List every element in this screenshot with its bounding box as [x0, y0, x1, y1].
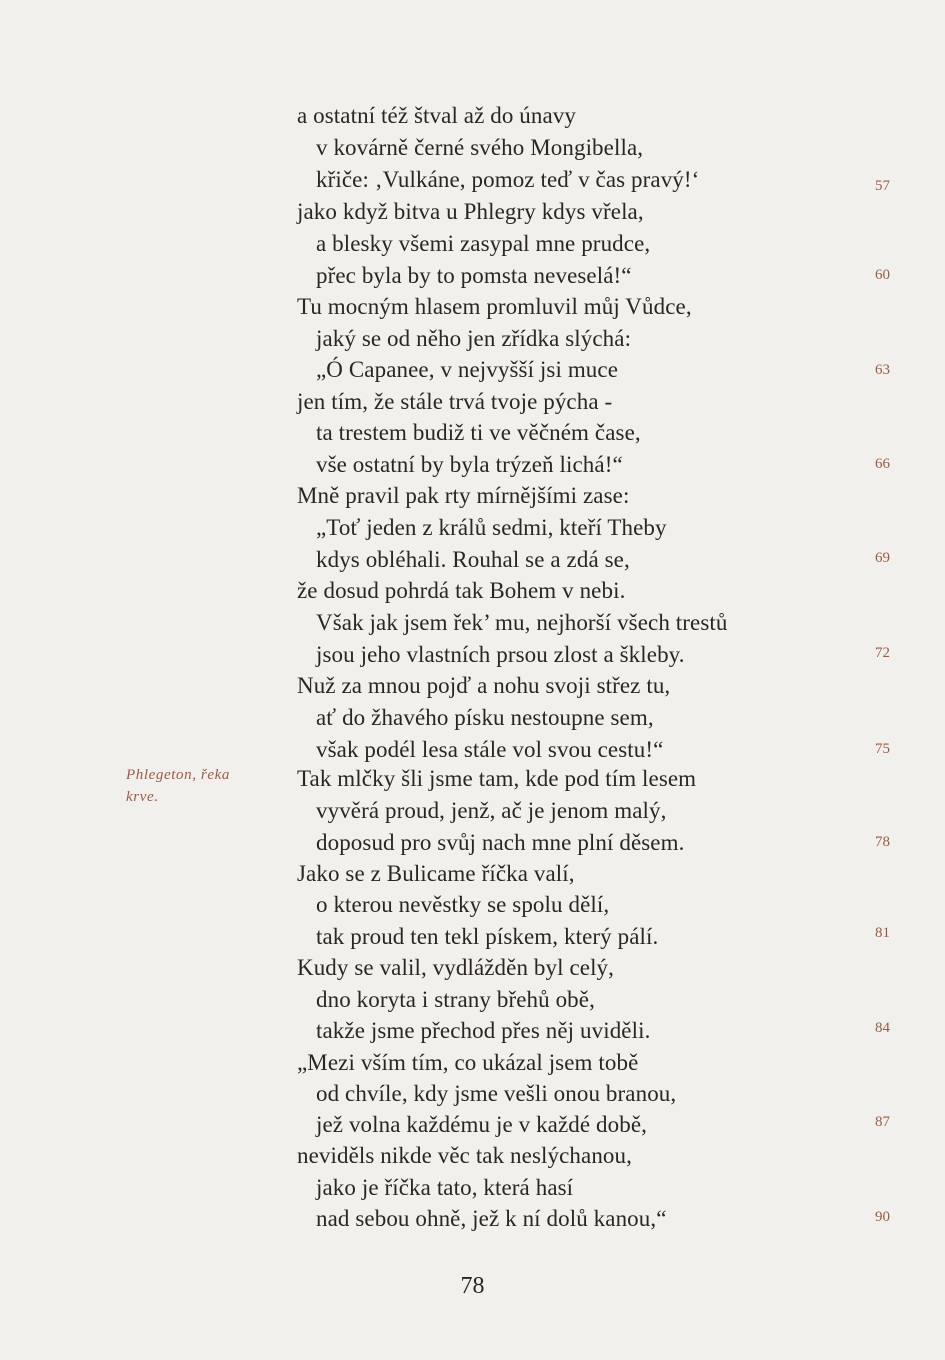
verse-line: jen tím, že stále trvá tvoje pýcha -: [297, 389, 613, 414]
verse-line: přec byla by to pomsta neveselá!“: [316, 263, 632, 288]
verse-line: ať do žhavého písku nestoupne sem,: [316, 705, 654, 730]
verse-line: od chvíle, kdy jsme vešli onou branou,: [316, 1081, 677, 1106]
verse-line: doposud pro svůj nach mne plní děsem.: [316, 830, 685, 855]
verse-line: vše ostatní by byla trýzeň lichá!“: [316, 452, 623, 477]
verse-line: že dosud pohrdá tak Bohem v nebi.: [297, 578, 626, 603]
verse-line: „Mezi vším tím, co ukázal jsem tobě: [297, 1050, 639, 1075]
line-number: 84: [875, 1020, 890, 1036]
verse-line: jsou jeho vlastních prsou zlost a škleby.: [316, 642, 685, 667]
verse-line: Jako se z Bulicame říčka valí,: [297, 861, 575, 886]
line-number: 66: [875, 456, 890, 472]
verse-line: a blesky všemi zasypal mne prudce,: [316, 231, 651, 256]
verse-line: jako je říčka tato, která hasí: [316, 1175, 574, 1200]
margin-note-line: Phlegeton, řeka: [126, 767, 230, 783]
verse-line: křiče: ‚Vulkáne, pomoz teď v čas pravý!‘: [316, 167, 700, 192]
verse-line: však podél lesa stále vol svou cestu!“: [316, 737, 664, 762]
line-number: 57: [875, 178, 890, 194]
verse-line: Však jak jsem řek’ mu, nejhorší všech trestů: [316, 610, 728, 635]
verse-line: ta trestem budiž ti ve věčném čase,: [316, 420, 641, 445]
verse-line: „Toť jeden z králů sedmi, kteří Theby: [316, 515, 667, 540]
verse-line: a ostatní též štval až do únavy: [297, 103, 577, 128]
line-number: 69: [875, 550, 890, 566]
verse-line: o kterou nevěstky se spolu dělí,: [316, 892, 610, 917]
verse-line: Kudy se valil, vydlážděn byl celý,: [297, 955, 615, 980]
line-number: 81: [875, 925, 890, 941]
verse-line: tak proud ten tekl pískem, který pálí.: [316, 924, 659, 949]
verse-line: kdys obléhali. Rouhal se a zdá se,: [316, 547, 630, 572]
verse-line: nad sebou ohně, jež k ní dolů kanou,“: [316, 1206, 667, 1231]
line-number: 78: [875, 834, 890, 850]
verse-line: jaký se od něho jen zřídka slýchá:: [316, 326, 632, 351]
verse-line: Tu mocným hlasem promluvil můj Vůdce,: [297, 294, 692, 319]
line-number: 72: [875, 645, 890, 661]
verse-line: v kovárně černé svého Mongibella,: [316, 135, 644, 160]
line-number: 90: [875, 1209, 890, 1225]
verse-line: jako když bitva u Phlegry kdys vřela,: [297, 199, 644, 224]
line-number: 87: [875, 1114, 890, 1130]
line-number: 63: [875, 362, 890, 378]
verse-line: vyvěrá proud, jenž, ač je jenom malý,: [316, 798, 667, 823]
verse-line: Tak mlčky šli jsme tam, kde pod tím lesem: [297, 766, 697, 791]
verse-line: „Ó Capanee, v nejvyšší jsi muce: [316, 357, 619, 382]
page-number: 78: [460, 1273, 485, 1299]
verse-line: takže jsme přechod přes něj uviděli.: [316, 1018, 651, 1043]
verse-line: Mně pravil pak rty mírnějšími zase:: [297, 483, 630, 508]
line-number: 60: [875, 267, 890, 283]
verse-line: Nuž za mnou pojď a nohu svoji střez tu,: [297, 673, 671, 698]
line-number: 75: [875, 741, 890, 757]
margin-note: [126, 764, 266, 808]
verse-line: dno koryta i strany břehů obě,: [316, 987, 595, 1012]
verse-line: jež volna každému je v každé době,: [316, 1112, 648, 1137]
margin-note-line: krve.: [126, 789, 159, 805]
verse-line: neviděls nikde věc tak neslýchanou,: [297, 1143, 632, 1168]
